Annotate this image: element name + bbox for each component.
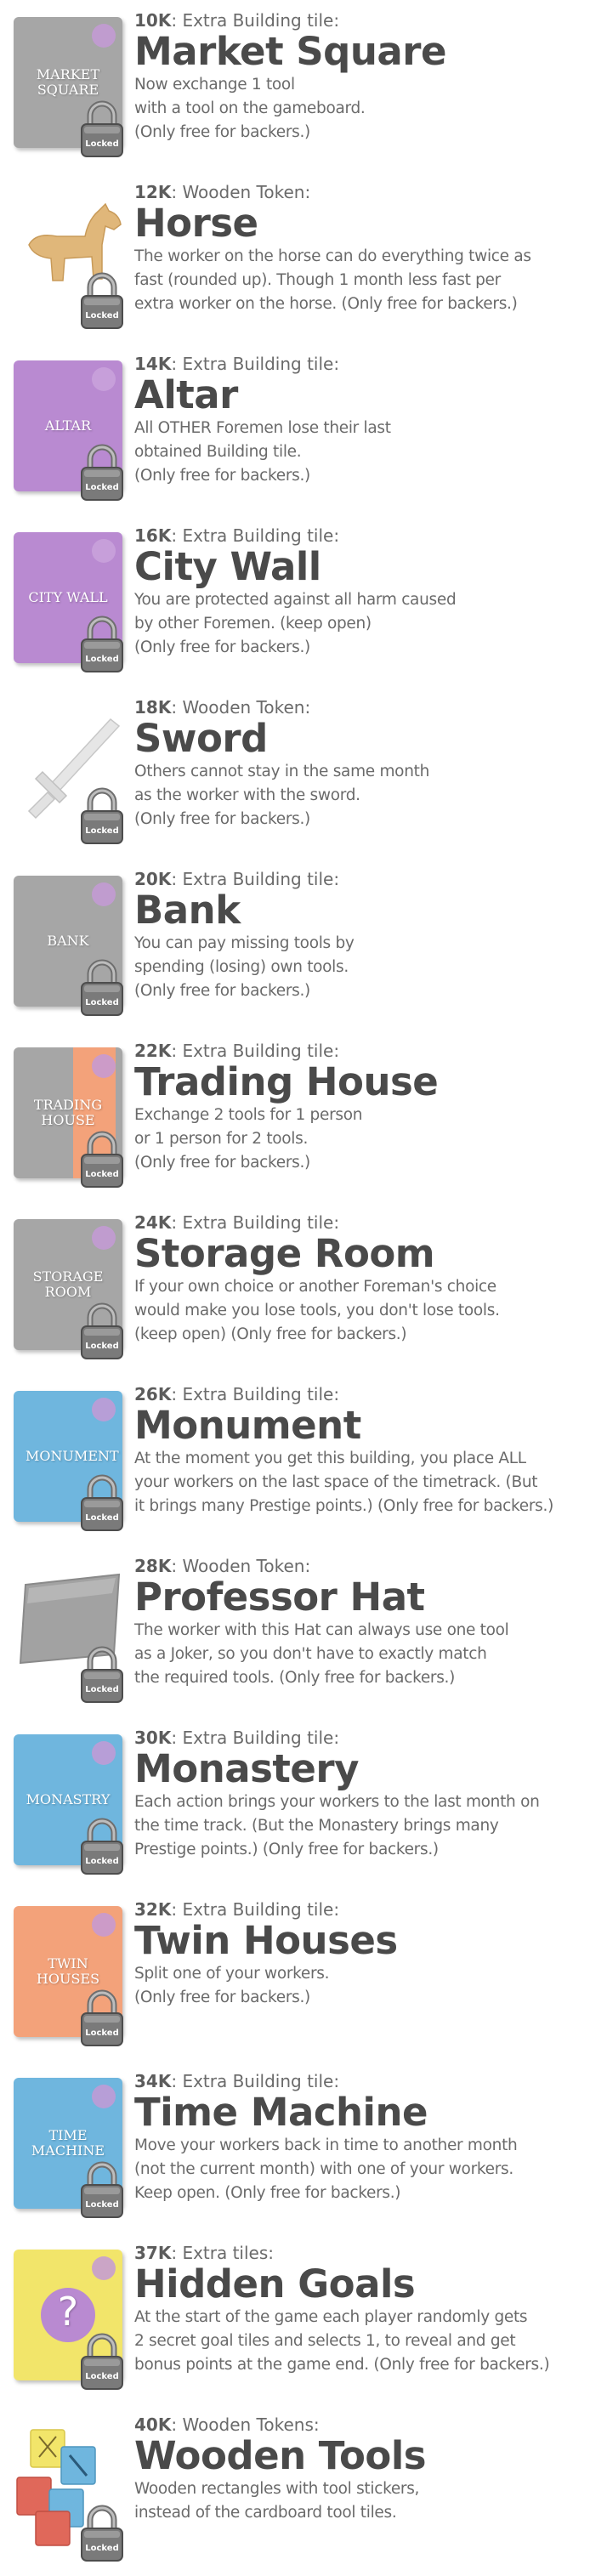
goal-description-line: the required tools. (Only free for backers.) [134,1669,456,1687]
lock-icon [78,2331,126,2391]
goal-cost-line [134,1384,585,1404]
tile-circle-icon [92,367,116,391]
goal-description-line: Others cannot stay in the same month [134,763,430,780]
goal-description-line: You can pay missing tools by [134,934,355,952]
goal-cost-line [134,1899,585,1920]
goal-text [134,354,585,488]
goal-description [134,932,585,1003]
goal-description [134,1104,585,1175]
goal-type: : Extra Building tile: [171,869,340,889]
tile-label: MARKET SQUARE [36,66,100,98]
tile-label: ? [41,2288,95,2342]
time-machine-tile-icon [10,2074,129,2210]
goal-cost-line [134,1728,585,1748]
goal-title: Trading House [134,1059,439,1104]
goal-description [134,2306,585,2377]
goal-cost: 40K [134,2414,172,2435]
goal-cost-line [134,2071,585,2091]
stretch-goal-item [0,2233,590,2404]
goal-title: Hidden Goals [134,2261,416,2306]
lock-icon [78,2159,126,2219]
goal-cost-line [134,525,585,546]
goal-text [134,10,585,145]
lock-label: Locked [85,826,119,836]
stretch-goal-item [0,859,590,1030]
goal-cost: 20K [134,869,172,889]
goal-description-line: Prestige points.) (Only free for backers.) [134,1841,439,1858]
goal-description [134,1447,585,1518]
goal-description-line: fast (rounded up). Though 1 month less fast per [134,271,501,289]
goal-text [134,1041,585,1175]
goal-description [134,417,585,488]
goal-type: : Wooden Token: [171,1556,311,1576]
goal-type: : Extra Building tile: [171,1041,340,1061]
goal-description [134,588,585,660]
tile-label: TIME MACHINE [31,2127,105,2159]
tile-circle-icon [92,1226,116,1250]
professor-hat-token-icon [10,1559,129,1695]
lock-label: Locked [85,655,119,664]
goal-description-line: your workers on the last space of the timetrack. (But [134,1473,538,1491]
stretch-goal-item [0,2061,590,2233]
goal-title: Horse [134,201,258,246]
stretch-goal-item [0,2404,590,2576]
goal-description-line: by other Foremen. (keep open) [134,615,372,633]
lock-label: Locked [85,1857,119,1866]
goal-description-line: (keep open) (Only free for backers.) [134,1325,407,1343]
goal-title: Monument [134,1403,361,1448]
goal-text [134,2243,585,2377]
goal-description-line: (Only free for backers.) [134,982,310,1000]
tile-label: CITY WALL [28,589,108,605]
goal-cost: 34K [134,2071,172,2091]
stretch-goal-item [0,1202,590,1374]
goal-description-line: obtained Building tile. [134,443,302,461]
goal-cost-line [134,697,585,718]
goal-description-line: with a tool on the gameboard. [134,99,366,117]
goal-description-line: Split one of your workers. [134,1965,330,1983]
goal-cost-line [134,1041,585,1061]
goal-cost: 26K [134,1384,172,1404]
goal-cost: 18K [134,697,172,718]
lock-icon [78,1988,126,2047]
bank-tile-icon [10,872,129,1008]
goal-text [134,1212,585,1347]
goal-type: : Extra tiles: [171,2243,275,2263]
stretch-goal-item [0,1889,590,2061]
goal-cost: 24K [134,1212,172,1233]
lock-label: Locked [85,998,119,1007]
goal-cost: 10K [134,10,172,31]
lock-label: Locked [85,483,119,492]
lock-icon [78,1644,126,1704]
tile-circle-icon [92,2085,116,2108]
goal-description-line: Wooden rectangles with tool stickers, [134,2480,420,2498]
goal-cost: 12K [134,182,172,202]
lock-icon [78,1301,126,1360]
goal-text [134,2414,585,2525]
hidden-goals-tile-icon [10,2246,129,2382]
goal-description-line: spending (losing) own tools. [134,958,349,976]
goal-cost: 28K [134,1556,172,1576]
goal-cost: 22K [134,1041,172,1061]
goal-description-line: All OTHER Foremen lose their last [134,419,391,437]
lock-icon [78,442,126,502]
goal-type: : Extra Building tile: [171,1384,340,1404]
goal-description-line: Keep open. (Only free for backers.) [134,2184,401,2202]
goal-description-line: (Only free for backers.) [134,638,310,656]
goal-description-line: extra worker on the horse. (Only free for backers.) [134,295,518,313]
goal-cost-line [134,2414,585,2435]
goal-cost-line [134,182,585,202]
stretch-goal-item [0,515,590,687]
goal-description [134,1619,585,1690]
goal-text [134,1556,585,1690]
lock-icon [78,270,126,330]
goal-description-line: At the start of the game each player randomly gets [134,2308,528,2326]
market-square-tile-icon [10,14,129,150]
goal-cost: 32K [134,1899,172,1920]
goal-description-line: Each action brings your workers to the last month on [134,1793,540,1811]
goal-description-line: (Only free for backers.) [134,467,310,485]
goal-description [134,1275,585,1347]
goal-text [134,869,585,1003]
goal-cost-line [134,2243,585,2263]
goal-type: : Extra Building tile: [171,2071,340,2091]
goal-title: Bank [134,888,241,933]
tile-label: TRADING HOUSE [33,1097,103,1128]
goal-text [134,182,585,316]
goal-description-line: as the worker with the sword. [134,786,360,804]
tile-circle-icon [92,1398,116,1421]
goal-description [134,1790,585,1862]
goal-description-line: (Only free for backers.) [134,1154,310,1172]
lock-label: Locked [85,2372,119,2381]
goal-type: : Wooden Tokens: [171,2414,320,2435]
tile-label: BANK [47,933,89,949]
goal-description-line: You are protected against all harm caused [134,591,457,609]
lock-icon [78,614,126,673]
goal-title: Sword [134,716,268,761]
stretch-goal-item [0,1374,590,1546]
lock-label: Locked [85,2200,119,2210]
lock-label: Locked [85,1170,119,1179]
lock-icon [78,1472,126,1532]
goal-cost-line [134,1212,585,1233]
trading-house-tile-icon [10,1044,129,1180]
goal-description-line: would make you lose tools, you don't lose tools. [134,1302,500,1319]
tile-circle-icon [92,882,116,906]
goal-description [134,73,585,145]
lock-label: Locked [85,1513,119,1523]
goal-description-line: (Only free for backers.) [134,810,310,828]
goal-description-line: The worker on the horse can do everything twice as [134,247,531,265]
tile-label: TWIN HOUSES [36,1955,100,1987]
goal-description-line: bonus points at the game end. (Only free for backers.) [134,2356,550,2374]
wooden-tools-token-icon [10,2418,129,2554]
goal-cost-line [134,1556,585,1576]
goal-description [134,1962,585,2010]
goal-description [134,2477,585,2525]
goal-cost: 37K [134,2243,172,2263]
stretch-goal-item [0,1546,590,1717]
sword-token-icon [10,701,129,837]
goal-title: Twin Houses [134,1918,398,1963]
goal-type: : Extra Building tile: [171,10,340,31]
goal-cost: 14K [134,354,172,374]
horse-token-icon [10,185,129,321]
lock-label: Locked [85,1685,119,1694]
lock-icon [78,1816,126,1875]
goal-title: Altar [134,372,238,417]
stretch-goal-item [0,0,590,172]
goal-type: : Wooden Token: [171,697,311,718]
lock-icon [78,2503,126,2562]
goal-title: Time Machine [134,2090,428,2135]
tile-label: MONASTRY [26,1791,111,1807]
storage-room-tile-icon [10,1216,129,1352]
goal-title: Storage Room [134,1231,435,1276]
goal-description [134,760,585,831]
goal-description-line: (Only free for backers.) [134,1989,310,2006]
goal-type: : Extra Building tile: [171,1728,340,1748]
stretch-goal-item [0,1717,590,1889]
monument-tile-icon [10,1387,129,1523]
lock-icon [78,957,126,1017]
tile-label: ALTAR [44,417,92,434]
goal-type: : Wooden Token: [171,182,311,202]
goal-title: Professor Hat [134,1575,425,1620]
tile-circle-icon [92,24,116,48]
goal-description [134,245,585,316]
goal-cost: 16K [134,525,172,546]
goal-text [134,697,585,831]
goal-description-line: it brings many Prestige points.) (Only free for backers.) [134,1497,553,1515]
goal-text [134,2071,585,2205]
goal-type: : Extra Building tile: [171,1212,340,1233]
goal-description-line: Now exchange 1 tool [134,76,295,94]
goal-description [134,2134,585,2205]
goal-text [134,1899,585,2010]
stretch-goal-item [0,687,590,859]
goal-title: Wooden Tools [134,2433,427,2478]
goal-description-line: the time track. (But the Monastery brings many [134,1817,499,1835]
goal-title: Market Square [134,29,446,74]
goal-cost-line [134,10,585,31]
goal-description-line: Move your workers back in time to another month [134,2136,518,2154]
goal-text [134,525,585,660]
goal-cost-line [134,869,585,889]
goal-description-line: Exchange 2 tools for 1 person [134,1106,363,1124]
goal-description-line: If your own choice or another Foreman's choice [134,1278,496,1296]
lock-icon [78,786,126,845]
tile-circle-icon [92,1741,116,1765]
goal-text [134,1384,585,1518]
stretch-goal-item [0,1030,590,1202]
goal-description-line: (not the current month) with one of your workers. [134,2160,513,2178]
lock-label: Locked [85,2544,119,2553]
goal-type: : Extra Building tile: [171,525,340,546]
lock-label: Locked [85,311,119,321]
tile-label: MONUMENT [26,1448,119,1464]
goal-title: Monastery [134,1746,359,1791]
stretch-goal-item [0,172,590,343]
goal-description-line: The worker with this Hat can always use one tool [134,1621,509,1639]
goal-title: City Wall [134,544,321,589]
lock-label: Locked [85,139,119,149]
goal-description-line: 2 secret goal tiles and selects 1, to reveal and get [134,2332,516,2350]
twin-houses-tile-icon [10,1903,129,2039]
goal-description-line: instead of the cardboard tool tiles. [134,2504,397,2522]
city-wall-tile-icon [10,529,129,665]
altar-tile-icon [10,357,129,493]
tile-circle-icon [92,1054,116,1078]
goal-type: : Extra Building tile: [171,1899,340,1920]
lock-icon [78,1129,126,1189]
goal-description-line: or 1 person for 2 tools. [134,1130,309,1148]
lock-icon [78,99,126,158]
goal-type: : Extra Building tile: [171,354,340,374]
tile-label: STORAGE ROOM [32,1268,104,1300]
goal-text [134,1728,585,1862]
tile-circle-icon [92,2256,116,2280]
tile-circle-icon [92,1913,116,1937]
stretch-goal-item [0,343,590,515]
lock-label: Locked [85,2028,119,2038]
goal-description-line: as a Joker, so you don't have to exactly match [134,1645,487,1663]
goal-description-line: At the moment you get this building, you place ALL [134,1450,526,1467]
tile-circle-icon [92,539,116,563]
goal-cost: 30K [134,1728,172,1748]
lock-label: Locked [85,1342,119,1351]
monastery-tile-icon [10,1731,129,1867]
goal-description-line: (Only free for backers.) [134,123,310,141]
goal-cost-line [134,354,585,374]
